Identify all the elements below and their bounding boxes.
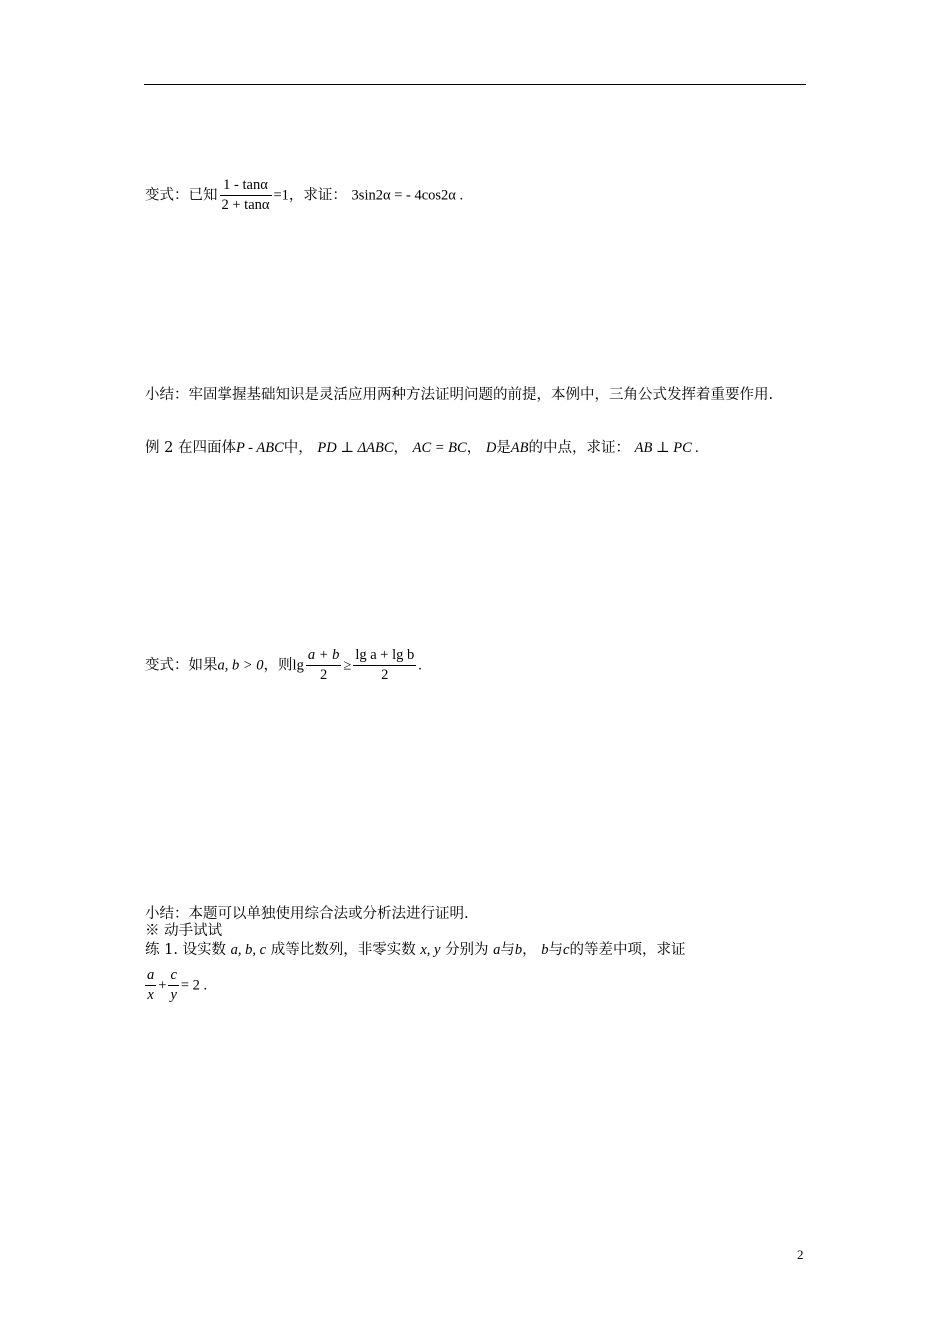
variant-2-fraction-1-numerator: a + b (306, 646, 342, 666)
variant-1-fraction-denominator: 2 + tanα (221, 197, 270, 213)
variant-2-fraction-1 (306, 646, 342, 685)
example-2-sep-1: ， (393, 440, 408, 456)
summary-1: 小结：牢固掌握基础知识是灵活应用两种方法证明问题的前提，本例中，三角公式发挥着重要作用. (145, 387, 774, 403)
example-2-point-d: D (485, 440, 497, 456)
exercise-1-formula (145, 966, 207, 1005)
variant-2-lg: lg (292, 657, 304, 674)
exercise-1-fraction-c-y (168, 966, 178, 1005)
exercise-1-text-e: ， (522, 942, 537, 958)
variant-2-ge: ≥ (343, 657, 352, 674)
variant-2-fraction-2-numerator: lg a + lg b (353, 646, 416, 666)
exercise-1-text-a: 设实数 (182, 942, 227, 958)
exercise-1-fraction-a-x-numerator: a (145, 966, 156, 986)
example-2-equal-sides: AC = BC (412, 440, 467, 456)
exercise-1-text-b: 成等比数列，非零实数 (270, 942, 416, 958)
exercise-1-fraction-a-x (145, 966, 156, 1005)
exercise-1-equals: = 2 . (180, 977, 208, 994)
page-number: 2 (797, 1247, 804, 1262)
exercise-1-b: b (514, 942, 523, 958)
example-2-line (145, 438, 699, 458)
header-rule (144, 84, 806, 85)
example-2-tetrahedron: P - ABC (235, 440, 284, 456)
variant-2-mid: ，则 (263, 657, 293, 674)
variant-2-fraction-2-denominator: 2 (381, 667, 389, 683)
section-title: ※ 动手试试 (145, 923, 223, 939)
example-2-conclusion: AB ⊥ PC . (634, 440, 700, 456)
exercise-1-text-f: 与 (548, 942, 564, 958)
variant-1-prefix: 变式：已知 (145, 187, 218, 204)
variant-2-fraction-2 (353, 646, 416, 685)
variant-1-equals: =1，求证： (273, 187, 347, 204)
exercise-1-text-d: 与 (500, 942, 515, 958)
example-2-segment-ab: AB (510, 440, 529, 456)
variant-1-line (145, 176, 463, 215)
example-2-text-b: 中， (283, 440, 313, 456)
variant-1-expression: 3sin2α = - 4cos2α . (351, 187, 464, 204)
exercise-1-fraction-c-y-numerator: c (168, 966, 178, 986)
exercise-1-fraction-c-y-denominator: y (170, 987, 177, 1003)
exercise-1-fraction-a-x-denominator: x (147, 987, 154, 1003)
exercise-1-text-g: 的等差中项，求证 (569, 942, 686, 958)
exercise-1-label: 练 1. (145, 942, 178, 958)
exercise-1-c: c (563, 942, 570, 958)
example-2-sep-2: ， (466, 440, 482, 456)
exercise-1-plus: + (158, 977, 167, 994)
variant-2-line (145, 646, 422, 685)
variant-2-condition: a, b > 0 (217, 657, 264, 674)
exercise-1-xy: x, y (420, 942, 441, 958)
exercise-1-abc: a, b, c (230, 942, 267, 958)
variant-1-fraction (220, 176, 272, 215)
example-2-text-a: 在四面体 (177, 440, 236, 456)
exercise-1-a: a (493, 942, 501, 958)
exercise-1-text-c: 分别为 (445, 942, 489, 958)
variant-2-end: . (418, 657, 422, 674)
variant-2-fraction-1-denominator: 2 (319, 667, 328, 683)
summary-2: 小结：本题可以单独使用综合法或分析法进行证明. (145, 906, 469, 922)
variant-1-fraction-numerator: 1 - tanα (220, 176, 272, 196)
example-2-perpendicular: PD ⊥ ΔABC (317, 440, 394, 456)
example-2-text-d: 的中点，求证： (528, 440, 631, 456)
example-2-label: 例 2 (145, 440, 174, 456)
exercise-1-line (145, 940, 685, 960)
variant-2-prefix: 变式：如果 (145, 657, 218, 674)
exercise-1-b2: b (541, 942, 549, 958)
example-2-text-c: 是 (496, 440, 511, 456)
